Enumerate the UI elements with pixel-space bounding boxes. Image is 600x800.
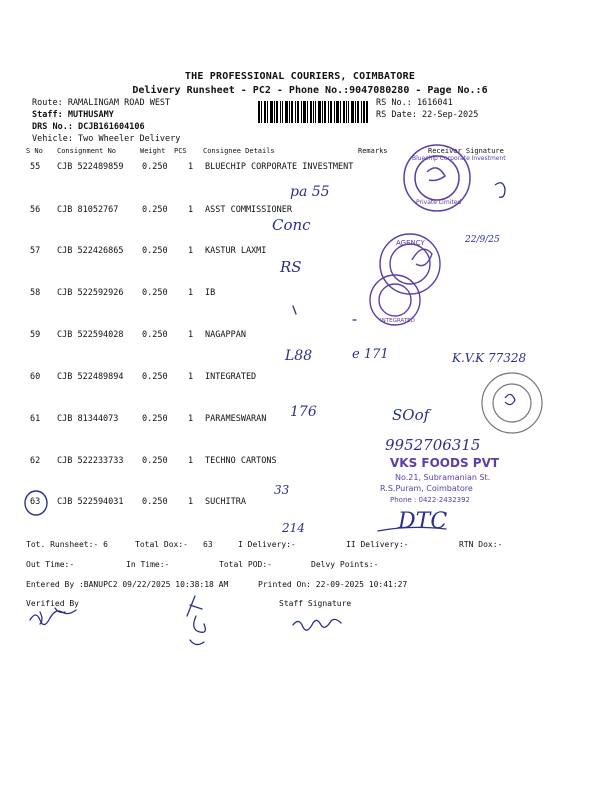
hw-r63b: 214 bbox=[282, 521, 305, 535]
row-consignment: CJB 522489859 bbox=[57, 162, 124, 172]
hw-r61: 176 bbox=[290, 404, 317, 420]
row-sno: 62 bbox=[30, 456, 41, 466]
row-weight: 0.250 bbox=[142, 205, 168, 215]
row-consignee: PARAMESWARAN bbox=[205, 414, 267, 424]
drs-number: DRS No.: DCJB161604106 bbox=[32, 122, 145, 132]
hw-dtc: DTC bbox=[398, 509, 448, 534]
hw-r56: Conc bbox=[272, 216, 311, 234]
in-time: In Time:- bbox=[126, 560, 170, 569]
hw-r57: RS bbox=[280, 258, 302, 276]
row-consignment: CJB 522233733 bbox=[57, 456, 124, 466]
parameswaran-stamp bbox=[482, 373, 542, 433]
staff-signature-label: Staff Signature bbox=[279, 599, 352, 608]
row-pcs: 1 bbox=[188, 372, 194, 382]
hw-date: 22/9/25 bbox=[465, 235, 500, 245]
delivery-points: Delvy Points:- bbox=[311, 560, 379, 569]
hw-r61b: SOof bbox=[392, 406, 430, 424]
row-sno: 60 bbox=[30, 372, 41, 382]
row-weight: 0.250 bbox=[142, 162, 168, 172]
col-remarks: Remarks bbox=[358, 147, 388, 155]
row-sno: 63 bbox=[30, 497, 41, 507]
total-runsheet: Tot. Runsheet:- 6 bbox=[26, 540, 108, 549]
initial-r55 bbox=[495, 183, 505, 198]
row-pcs: 1 bbox=[188, 414, 194, 424]
row-consignment: CJB 522489894 bbox=[57, 372, 124, 382]
rs-date: RS Date: 22-Sep-2025 bbox=[376, 110, 479, 120]
row-consignment: CJB 81052767 bbox=[57, 205, 119, 215]
total-dox-label: Total Dox:- bbox=[135, 540, 188, 549]
svg-text:R.S.Puram, Coimbatore: R.S.Puram, Coimbatore bbox=[380, 484, 473, 493]
row-pcs: 1 bbox=[188, 456, 194, 466]
svg-text:Private Limited: Private Limited bbox=[416, 199, 462, 206]
out-time: Out Time:- bbox=[26, 560, 75, 569]
svg-text:AGENCY: AGENCY bbox=[396, 239, 425, 247]
row-consignee: ASST COMMISSIONER bbox=[205, 205, 292, 215]
col-pcs: PCS bbox=[174, 147, 187, 155]
staff: Staff: MUTHUSAMY bbox=[32, 110, 114, 120]
row-weight: 0.250 bbox=[142, 330, 168, 340]
row-consignee: KASTUR LAXMI bbox=[205, 246, 267, 256]
runsheet-subtitle: Delivery Runsheet - PC2 - Phone No.:9047080280 - Page No.:6 bbox=[132, 85, 488, 96]
total-pod: Total POD:- bbox=[219, 560, 272, 569]
svg-text:INTEGRATED: INTEGRATED bbox=[380, 318, 415, 324]
row-consignee: TECHNO CARTONS bbox=[205, 456, 277, 466]
ii-delivery: II Delivery:- bbox=[346, 540, 409, 549]
vehicle: Vehicle: Two Wheeler Delivery bbox=[32, 134, 181, 144]
col-sno: S No bbox=[26, 147, 43, 155]
row-consignment: CJB 522592926 bbox=[57, 288, 124, 298]
row-sno: 59 bbox=[30, 330, 41, 340]
hw-tamil: K.V.K 77328 bbox=[452, 351, 527, 365]
row-weight: 0.250 bbox=[142, 414, 168, 424]
hw-r59a: L88 bbox=[285, 348, 313, 364]
bluechip-stamp bbox=[404, 145, 506, 211]
total-dox-value: 63 bbox=[203, 540, 213, 549]
col-consignment: Consignment No bbox=[57, 147, 117, 155]
row-pcs: 1 bbox=[188, 288, 194, 298]
rs-number: RS No.: 1616041 bbox=[376, 98, 453, 108]
route: Route: RAMALINGAM ROAD WEST bbox=[32, 98, 171, 108]
row-sno: 61 bbox=[30, 414, 41, 424]
row-consignee: IB bbox=[205, 288, 216, 298]
row-consignee: BLUECHIP CORPORATE INVESTMENT bbox=[205, 162, 354, 172]
row-pcs: 1 bbox=[188, 330, 194, 340]
row-consignee: SUCHITRA bbox=[205, 497, 246, 507]
hw-r59b: e 171 bbox=[352, 347, 389, 362]
hw-r63: 33 bbox=[274, 483, 290, 497]
row-consignee: INTEGRATED bbox=[205, 372, 257, 382]
row-consignment: CJB 81344073 bbox=[57, 414, 119, 424]
entered-by: Entered By :BANUPC2 09/22/2025 10:38:18 AM bbox=[26, 580, 229, 589]
row-consignee: NAGAPPAN bbox=[205, 330, 246, 340]
row-pcs: 1 bbox=[188, 497, 194, 507]
row-pcs: 1 bbox=[188, 162, 194, 172]
row-weight: 0.250 bbox=[142, 246, 168, 256]
row-weight: 0.250 bbox=[142, 288, 168, 298]
i-delivery: I Delivery:- bbox=[238, 540, 296, 549]
hw-r55: pa 55 bbox=[290, 184, 330, 200]
col-consignee: Consignee Details bbox=[203, 147, 275, 155]
row-weight: 0.250 bbox=[142, 497, 168, 507]
row-sno: 56 bbox=[30, 205, 41, 215]
col-weight: Weight bbox=[140, 147, 166, 155]
rtn-dox: RTN Dox:- bbox=[459, 540, 503, 549]
row-pcs: 1 bbox=[188, 205, 194, 215]
row-pcs: 1 bbox=[188, 246, 194, 256]
row-sno: 57 bbox=[30, 246, 41, 256]
row-weight: 0.250 bbox=[142, 372, 168, 382]
row-sno: 55 bbox=[30, 162, 41, 172]
col-receiver-signature: Receiver Signature bbox=[428, 147, 504, 155]
row-weight: 0.250 bbox=[142, 456, 168, 466]
printed-on: Printed On: 22-09-2025 10:41:27 bbox=[258, 580, 408, 589]
svg-text:No.21, Subramanian St.: No.21, Subramanian St. bbox=[395, 473, 491, 482]
company-title: THE PROFESSIONAL COURIERS, COIMBATORE bbox=[184, 71, 416, 82]
hw-r62: 9952706315 bbox=[385, 436, 481, 454]
svg-text:Phone : 0422-2432392: Phone : 0422-2432392 bbox=[390, 496, 471, 504]
vks-foods-stamp bbox=[380, 456, 500, 504]
row-consignment: CJB 522594028 bbox=[57, 330, 124, 340]
integrated-stamp bbox=[370, 275, 420, 325]
svg-text:Bluechip Corporate Investment: Bluechip Corporate Investment bbox=[412, 155, 506, 162]
svg-text:VKS FOODS PVT: VKS FOODS PVT bbox=[390, 456, 500, 470]
row-consignment: CJB 522594031 bbox=[57, 497, 124, 507]
row-consignment: CJB 522426865 bbox=[57, 246, 124, 256]
verified-by-label: Verified By bbox=[26, 599, 79, 608]
row-sno: 58 bbox=[30, 288, 41, 298]
